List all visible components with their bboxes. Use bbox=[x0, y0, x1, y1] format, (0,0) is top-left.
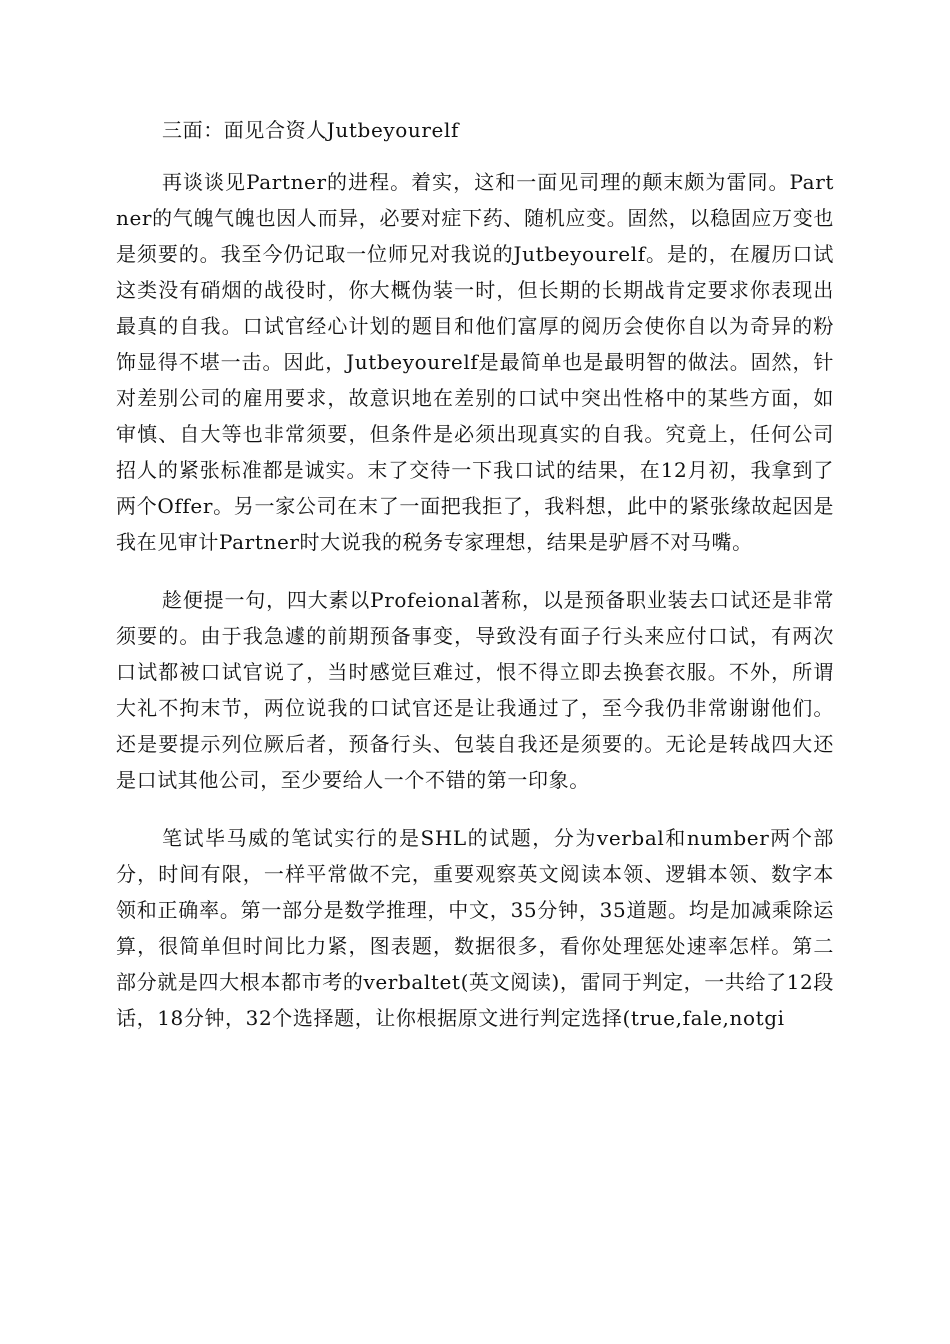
paragraph-professional-attire: 趁便提一句，四大素以Profeional著称，以是预备职业装去口试还是非常须要的。由于我急遽的前期预备事变，导致没有面子行头来应付口试，有两次口试都被口试官说了，当时感觉巨难过，恨不得立即去换套衣服。不外，所谓大礼不拘末节，两位说我的口试官还是让我通过了，至今我仍非常谢谢他们。还是要提示列位厥后者，预备行头、包装自我还是须要的。无论是转战四大还是口试其他公司，至少要给人一个不错的第一印象。 bbox=[116, 588, 834, 792]
section-heading: 三面：面见合资人Jutbeyourelf bbox=[162, 118, 459, 142]
paragraph-partner-interview: 再谈谈见Partner的进程。着实，这和一面见司理的颠末颇为雷同。Partner的气魄气魄也因人而异，必要对症下药、随机应变。固然，以稳固应万变也是须要的。我至今仍记取一位师兄对我说的Jutbeyourelf。是的，在履历口试这类没有硝烟的战役时，你大概伪装一时，但长期的长期战肯定要求你表现出最真的自我。口试官经心计划的题目和他们富厚的阅历会使你自以为奇异的粉饰显得不堪一击。因此，Jutbeyourelf是最简单也是最明智的做法。固然，针对差别公司的雇用要求，故意识地在差别的口试中突出性格中的某些方面，如审慎、自大等也非常须要，但条件是必须出现真实的自我。究竟上，任何公司招人的紧张标准都是诚实。末了交待一下我口试的结果，在12月初，我拿到了两个Offer。另一家公司在末了一面把我拒了，我料想，此中的紧张缘故起因是我在见审计Partner时大说我的税务专家理想，结果是驴唇不对马嘴。 bbox=[116, 170, 834, 554]
spacer bbox=[116, 560, 834, 582]
spacer bbox=[116, 148, 834, 164]
spacer bbox=[116, 798, 834, 820]
document-body bbox=[116, 112, 834, 1036]
paragraph-written-test: 笔试毕马威的笔试实行的是SHL的试题，分为verbal和number两个部分，时间有限，一样平常做不完，重要观察英文阅读本领、逻辑本领、数字本领和正确率。第一部分是数学推理，中文，35分钟，35道题。均是加减乘除运算，很简单但时间比力紧，图表题，数据很多，看你处理惩处速率怎样。第二部分就是四大根本都市考的verbaltet(英文阅读)，雷同于判定，一共给了12段话，18分钟，32个选择题，让你根据原文进行判定选择(true,fale,notgi bbox=[116, 826, 834, 1030]
